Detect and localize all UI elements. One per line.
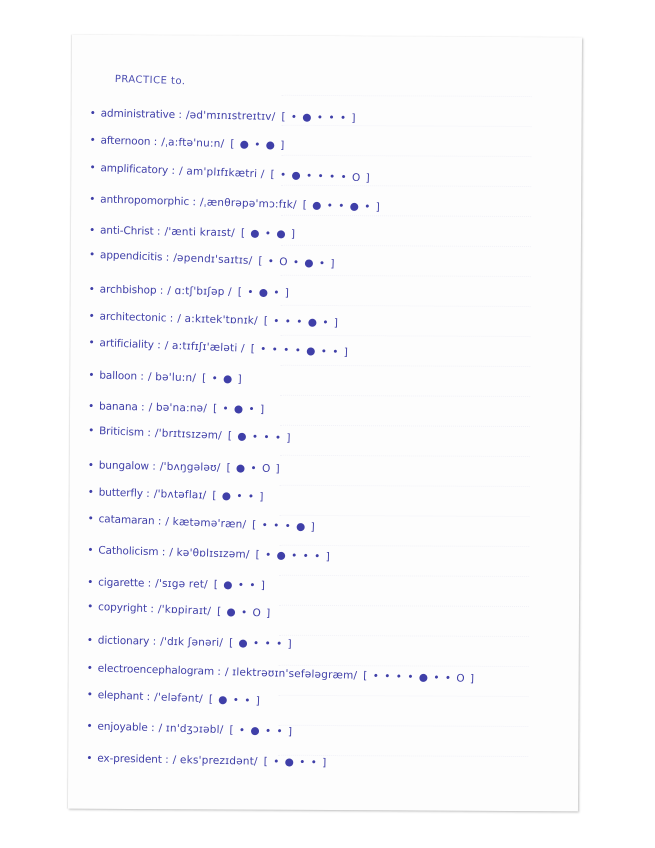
- entry-stress-pattern: [ • • • ● ]: [251, 519, 316, 534]
- bullet-icon: •: [89, 193, 96, 206]
- bullet-icon: •: [87, 458, 95, 472]
- bullet-icon: •: [88, 249, 96, 262]
- entry-separator: :: [137, 401, 145, 414]
- entry-stress-pattern: [ • ● • • • ]: [281, 111, 357, 125]
- entry-stress-pattern: [ • ● • ]: [212, 402, 266, 416]
- entry-word: copyright: [97, 601, 148, 616]
- entry-separator: :: [161, 753, 169, 766]
- bullet-icon: •: [89, 107, 96, 120]
- entry-separator: :: [148, 460, 156, 473]
- entry-word: administrative: [100, 107, 176, 121]
- entry-separator: :: [147, 722, 155, 735]
- entry-word: Briticism: [98, 425, 145, 440]
- entry-stress-pattern: [ • ● • ]: [237, 285, 291, 299]
- entry-transcription: / bə'na:nə/: [148, 401, 208, 415]
- bullet-icon: •: [86, 720, 93, 733]
- entry-stress-pattern: [ ● • O ]: [226, 461, 281, 475]
- entry-transcription: /ˌa:ftə'nu:n/: [161, 136, 225, 151]
- bullet-icon: •: [89, 134, 96, 147]
- entry-word: electroencephalogram: [97, 662, 215, 678]
- entry-transcription: / ɪlektrəʊɪn'sefələgræm/: [224, 665, 358, 682]
- notebook-page: [68, 35, 582, 812]
- page-title: PRACTICE to.: [114, 73, 186, 88]
- entry-stress-pattern: [ ● • • • ]: [227, 430, 292, 445]
- bullet-icon: •: [88, 310, 95, 323]
- entry-separator: :: [167, 164, 176, 177]
- entry-word: anti-Christ: [99, 224, 154, 238]
- entry-separator: :: [146, 603, 155, 616]
- entry-transcription: /əpendɪ'saɪtɪs/: [173, 252, 253, 268]
- entry-stress-pattern: [ ● • • ]: [208, 693, 262, 708]
- entry-transcription: /'ænti kraɪst/: [164, 225, 236, 240]
- entry-word: elephant: [97, 689, 144, 703]
- entry-transcription: /'kɒpiraɪt/: [157, 603, 212, 618]
- entry-separator: :: [154, 515, 162, 528]
- bullet-icon: •: [86, 688, 94, 701]
- entry-word: butterfly: [98, 486, 144, 500]
- bullet-icon: •: [87, 576, 94, 589]
- entry-transcription: / ɑ:tʃ'bɪʃəp /: [167, 284, 232, 298]
- entry-transcription: /'dɪk ʃənəri/: [160, 636, 224, 650]
- entry-word: balloon: [99, 369, 138, 383]
- entry-stress-pattern: [ ● • • ]: [212, 489, 265, 504]
- entry-stress-pattern: [ • • • • ● • • ]: [250, 343, 350, 360]
- entry-separator: :: [153, 339, 162, 352]
- entry-transcription: /'eləfənt/: [153, 691, 204, 706]
- entry-separator: :: [162, 251, 170, 265]
- entry-word: appendicitis: [99, 249, 163, 264]
- entry-stress-pattern: [ ● • O ]: [216, 605, 272, 620]
- bullet-icon: •: [89, 161, 96, 174]
- entry-stress-pattern: [ • ● • • • • O ]: [270, 168, 371, 185]
- entry-separator: :: [149, 635, 157, 649]
- entry-stress-pattern: [ • O • ● • ]: [258, 255, 336, 271]
- entry-word: archbishop: [99, 283, 157, 297]
- entry-word: ex-president: [97, 752, 162, 766]
- entry-separator: :: [174, 108, 183, 122]
- bullet-icon: •: [87, 424, 95, 438]
- entry-word: catamaran: [98, 513, 155, 528]
- bullet-icon: •: [86, 600, 94, 613]
- bullet-icon: •: [88, 368, 95, 382]
- entry-separator: :: [158, 546, 166, 559]
- entry-word: bungalow: [98, 459, 150, 473]
- entry-transcription: / bə'lu:n/: [147, 370, 197, 384]
- entry-transcription: / ɪn'dʒɔɪəbl/: [158, 722, 224, 737]
- bullet-icon: •: [87, 400, 95, 413]
- entry-stress-pattern: [ • • • • ● • • O ]: [363, 669, 476, 685]
- entry-stress-pattern: [ ● • • ]: [213, 578, 267, 592]
- bullet-icon: •: [86, 634, 94, 647]
- bullet-icon: •: [87, 486, 95, 499]
- entry-word: artificiality: [99, 337, 155, 352]
- entry-transcription: / kə'θɒlɪsɪzəm/: [169, 546, 250, 562]
- entry-list: [86, 103, 578, 779]
- entry-separator: :: [143, 427, 152, 440]
- entry-separator: :: [150, 136, 158, 149]
- entry-transcription: /əd'mɪnɪstreɪtɪv/: [185, 109, 276, 123]
- bullet-icon: •: [88, 224, 96, 237]
- entry-word: anthropomorphic: [100, 193, 190, 208]
- bullet-icon: •: [86, 751, 93, 764]
- entry-word: banana: [98, 400, 138, 414]
- entry-separator: :: [136, 370, 145, 383]
- entry-stress-pattern: [ • ● • • ]: [263, 755, 328, 769]
- entry-word: afternoon: [100, 134, 151, 149]
- entry-stress-pattern: [ • ● • • ]: [229, 724, 294, 739]
- entry-word: cigarette: [98, 576, 145, 590]
- bullet-icon: •: [88, 283, 96, 296]
- entry-transcription: /'brɪtɪsɪzəm/: [154, 427, 223, 443]
- entry-stress-pattern: [ ● • • • ]: [228, 637, 293, 651]
- entry-separator: :: [144, 577, 152, 590]
- entry-separator: :: [142, 487, 150, 500]
- entry-word: amplificatory: [100, 161, 169, 177]
- entry-transcription: / a:kɪtek'tɒnɪk/: [177, 312, 258, 328]
- entry-separator: :: [153, 225, 161, 238]
- entry-stress-pattern: [ ● • ● ]: [230, 138, 286, 152]
- entry-stress-pattern: [ • ● ]: [201, 372, 243, 386]
- entry-stress-pattern: [ ● • ● ]: [240, 227, 297, 241]
- entry-separator: :: [213, 665, 222, 678]
- entry-transcription: / a:tɪfɪʃɪ'æləti /: [164, 339, 245, 356]
- bullet-icon: •: [88, 337, 95, 350]
- entry-transcription: /ˌænθrəpə'mɔ:fɪk/: [199, 196, 297, 211]
- bullet-icon: •: [87, 512, 95, 526]
- bullet-icon: •: [87, 544, 94, 557]
- bullet-icon: •: [86, 661, 94, 675]
- entry-transcription: /'sɪgə ret/: [155, 577, 208, 591]
- entry-transcription: / am'plɪfɪkætri /: [178, 164, 265, 180]
- entry-separator: :: [166, 312, 174, 325]
- entry-transcription: /'bʌŋgələʊ/: [159, 460, 221, 474]
- entry-stress-pattern: [ • • • ● • ]: [263, 315, 340, 330]
- entry-transcription: /'bʌtəflaɪ/: [153, 487, 207, 502]
- entry-word: dictionary: [97, 634, 150, 648]
- entry-separator: :: [156, 284, 164, 297]
- entry-word: architectonic: [99, 310, 167, 325]
- entry-transcription: / eks'prezɪdənt/: [172, 753, 258, 768]
- entry-separator: :: [143, 690, 151, 704]
- entry-word: Catholicism: [98, 544, 159, 559]
- entry-word: enjoyable: [97, 720, 148, 735]
- entry-separator: :: [188, 195, 197, 209]
- entry-stress-pattern: [ ● • • ● • ]: [302, 199, 382, 214]
- entry-transcription: / kætəmə'ræn/: [165, 515, 247, 531]
- entry-stress-pattern: [ • ● • • • ]: [255, 549, 331, 564]
